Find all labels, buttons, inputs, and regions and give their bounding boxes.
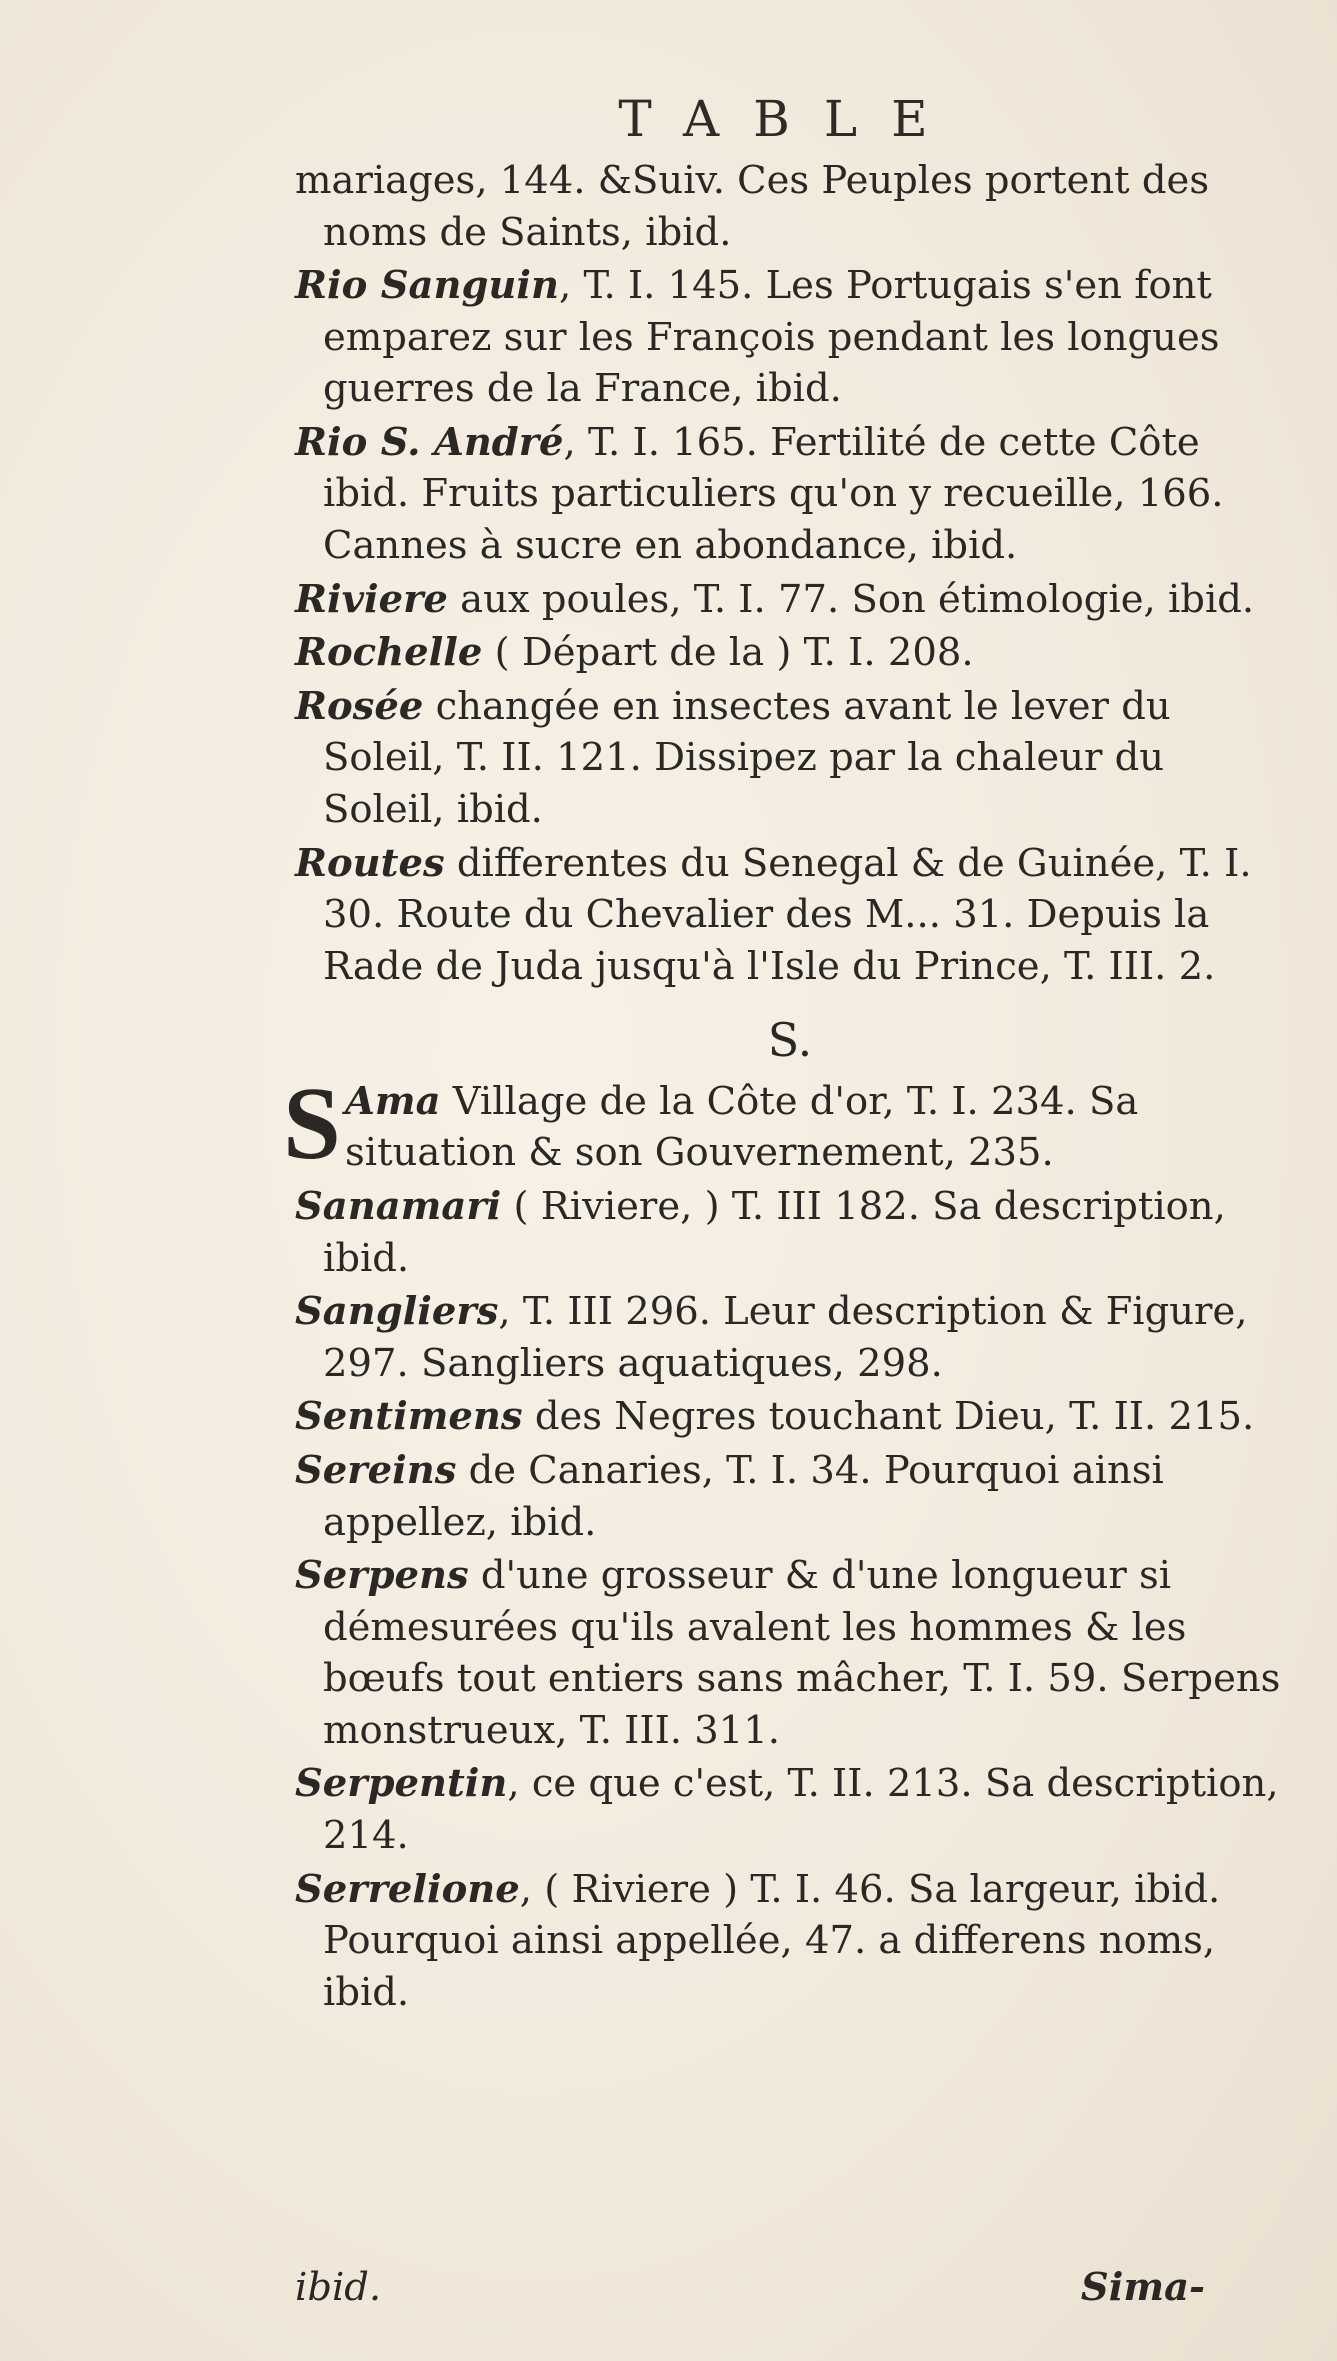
index-entry (295, 1864, 1285, 2019)
entry-text: , ce que c'est, T. II. 213. Sa description, 214. (323, 1761, 1279, 1858)
entry-headword: Sangliers (295, 1289, 499, 1335)
index-entry (295, 1391, 1285, 1443)
entry-headword: Rosée (295, 683, 424, 729)
index-entry (295, 1550, 1285, 1756)
catchword-ibid: ibid. (295, 2265, 382, 2310)
index-entry (295, 1445, 1285, 1548)
entry-headword: Sentimens (295, 1394, 523, 1440)
entry-headword: Routes (295, 840, 445, 886)
entry-headword: Serrelione (295, 1866, 520, 1912)
entry-headword: Riviere (295, 576, 448, 622)
index-entry (295, 417, 1285, 572)
entry-text: des Negres touchant Dieu, T. II. 215. (522, 1394, 1255, 1440)
index-entry (295, 627, 1285, 679)
page-title: TABLE (618, 90, 962, 148)
entry-text: , T. III 296. Leur description & Figure, 297. Sangliers aquatiques, 298. (323, 1289, 1248, 1386)
entry-headword: Rochelle (295, 630, 483, 676)
entry-text: , T. I. 145. Les Portugais s'en font emparez sur les François pendant les longues guerres de la France, ibid. (323, 263, 1220, 412)
entry-text: ( Riviere, ) T. III 182. Sa description, ibid. (323, 1184, 1226, 1281)
entry-text: de Canaries, T. I. 34. Pourquoi ainsi appellez, ibid. (323, 1447, 1164, 1545)
index-entry (295, 1181, 1285, 1284)
entry-headword: Sanamari (295, 1184, 502, 1230)
entry-headword: Sereins (295, 1447, 457, 1493)
entry-text: , ( Riviere ) T. I. 46. Sa largeur, ibid. Pourquoi ainsi appellée, 47. a differens noms, ibid. (323, 1866, 1221, 2015)
entry-text: Village de la Côte d'or, T. I. 234. Sa situation & son Gouvernement, 235. (345, 1078, 1139, 1176)
index-entry (295, 681, 1285, 836)
entry-text: , T. I. 165. Fertilité de cette Côte ibid. Fruits particuliers qu'on y recueille, 166. Cannes à sucre en abondance, ibid. (323, 419, 1224, 569)
section-letter: S. (767, 1013, 813, 1068)
index-entries (283, 155, 1285, 2020)
entry-headword: Serpentin (295, 1761, 508, 1807)
index-entry (295, 838, 1285, 993)
index-entry (295, 1758, 1285, 1861)
drop-cap: S (283, 1065, 341, 1181)
index-entry (295, 155, 1285, 258)
entry-headword: Rio S. André (295, 419, 564, 465)
entry-text: aux poules, T. I. 77. Son étimologie, ibid. (447, 576, 1255, 622)
index-entry (295, 574, 1285, 626)
index-entry (295, 260, 1285, 415)
index-entry (283, 1065, 1285, 1181)
entry-text: mariages, 144. &Suiv. Ces Peuples portent des noms de Saints, ibid. (295, 158, 1210, 255)
catchword-next: Sima- (1080, 2265, 1205, 2310)
index-entry (295, 1286, 1285, 1389)
entry-text: changée en insectes avant le lever du Soleil, T. II. 121. Dissipez par la chaleur du Soleil, ibid. (323, 683, 1171, 832)
entry-headword: Ama (345, 1078, 441, 1124)
entry-text: d'une grosseur & d'une longueur si démesurées qu'ils avalent les hommes & les bœufs tout entiers sans mâcher, T. I. 59. Serpens monstrueux, T. III. 311. (323, 1553, 1281, 1753)
entry-text: differentes du Senegal & de Guinée, T. I. 30. Route du Chevalier des M... 31. Depuis la Rade de Juda jusqu'à l'Isle du Prince, T. III. 2. (323, 840, 1252, 989)
entry-headword: Rio Sanguin (295, 263, 559, 309)
entry-headword: Serpens (295, 1553, 469, 1599)
entry-text: ( Départ de la ) T. I. 208. (482, 630, 974, 676)
